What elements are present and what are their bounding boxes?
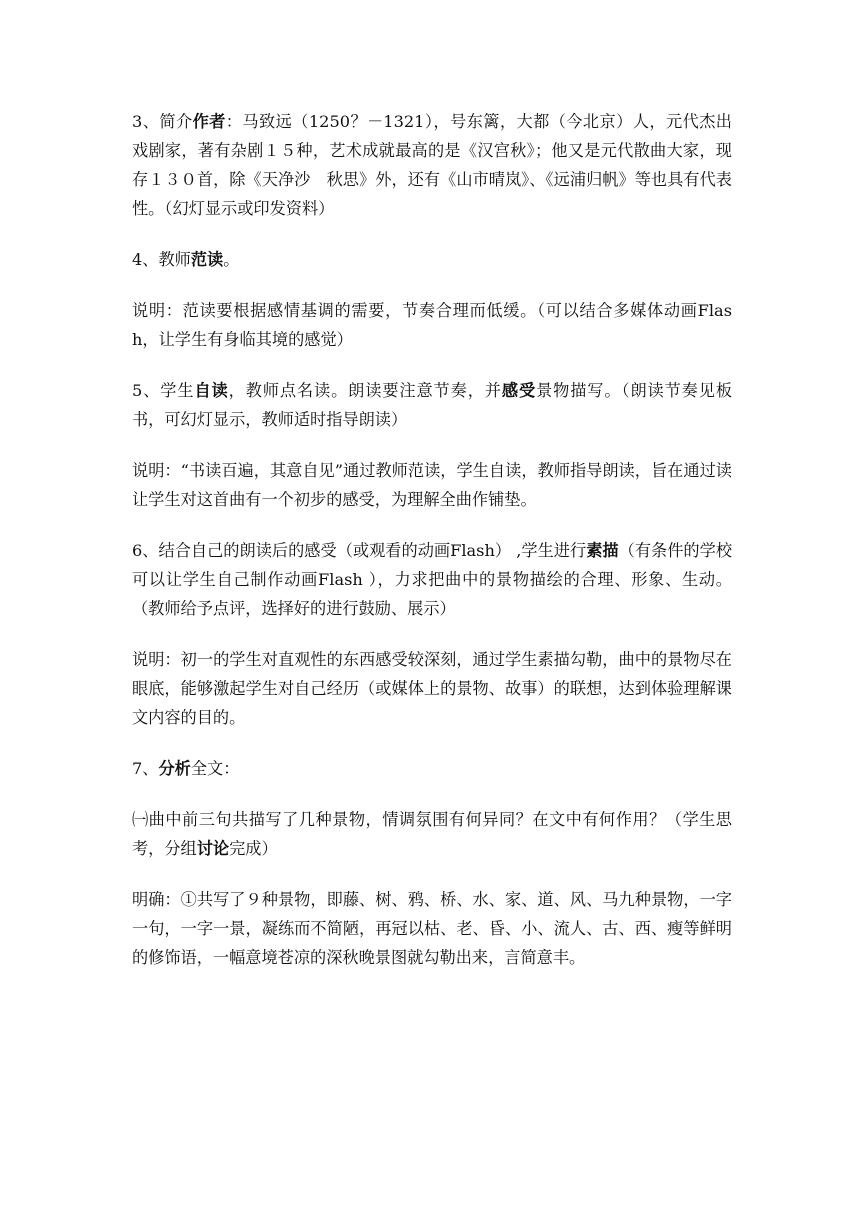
bold-keyword-model-reading: 范读 xyxy=(190,250,224,269)
text-segment: 全文： xyxy=(190,759,240,778)
text-segment: （有条件的学校可以让学生自己制作动画Flash ），力求把曲中的景物描绘的合理、形象、生动。（教师给予点评，选择好的进行鼓励、展示） xyxy=(132,541,733,618)
text-segment: ：马致远（1250？－1321），号东篱，大都（今北京）人，元代杰出戏剧家，著有杂剧１５种，艺术成就最高的是《汉宫秋》；他又是元代散曲大家，现存１３０首，除《天净沙 秋思》外，还有《山市晴岚》、《远浦归帆》等也具有代表性。（幻灯显示或印发资料） xyxy=(132,112,732,218)
text-segment: 说明：“书读百遍，其意自见”通过教师范读，学生自读，教师指导朗读，旨在通过读让学生对这首曲有一个初步的感受，为理解全曲作铺垫。 xyxy=(132,461,732,509)
document-body xyxy=(132,107,732,994)
text-segment: 明确：①共写了９种景物，即藤、树、鸦、桥、水、家、道、风、马九种景物，一字一句，一字一景，凝练而不简陋，再冠以枯、老、昏、小、流人、古、西、瘦等鲜明的修饰语，一幅意境苍凉的深秋晚景图就勾勒出来，言简意丰。 xyxy=(132,890,732,967)
bold-keyword-self-reading: 自读 xyxy=(194,381,229,400)
text-segment: 7、 xyxy=(132,759,159,778)
paragraph-7-analysis xyxy=(132,754,732,783)
text-segment: 说明：初一的学生对直观性的东西感受较深刻，通过学生素描勾勒，曲中的景物尽在眼底，能够激起学生对自己经历（或媒体上的景物、故事）的联想，达到体验理解课文内容的目的。 xyxy=(132,650,732,727)
paragraph-6-sketching xyxy=(132,536,732,623)
bold-keyword-author: 作者 xyxy=(192,112,226,131)
text-segment: 景物描写。（朗读节奏见板书，可幻灯显示，教师适时指导朗读） xyxy=(132,381,733,429)
bold-keyword-sketch: 素描 xyxy=(586,541,619,560)
text-segment: 5、学生 xyxy=(132,381,195,400)
paragraph-3-author-intro xyxy=(132,107,732,223)
text-segment: 说明：范读要根据感情基调的需要，节奏合理而低缓。（可以结合多媒体动画Flash，让学生有身临其境的感觉） xyxy=(132,301,732,349)
paragraph-note-reading-purpose xyxy=(132,456,732,514)
text-segment: 3、简介 xyxy=(132,112,193,131)
bold-keyword-discuss: 讨论 xyxy=(196,839,230,858)
bold-keyword-analyze: 分析 xyxy=(158,759,191,778)
paragraph-4-teacher-reading xyxy=(132,245,732,274)
text-segment: ，教师点名读。朗读要注意节奏，并 xyxy=(228,381,502,400)
paragraph-note-model-reading xyxy=(132,296,732,354)
bold-keyword-feel: 感受 xyxy=(501,381,537,400)
text-segment: ㈠曲中前三句共描写了几种景物，情调氛围有何异同？在文中有何作用？（学生思考，分组 xyxy=(132,810,732,858)
text-segment: 完成） xyxy=(229,839,278,858)
text-segment: 6、结合自己的朗读后的感受（或观看的动画Flash） ,学生进行 xyxy=(132,541,587,560)
paragraph-note-sketching xyxy=(132,645,732,732)
paragraph-question-1 xyxy=(132,805,732,863)
paragraph-5-self-reading xyxy=(132,376,732,434)
text-segment: 4、教师 xyxy=(132,250,191,269)
paragraph-answer-1 xyxy=(132,885,732,972)
text-segment: 。 xyxy=(223,250,240,269)
